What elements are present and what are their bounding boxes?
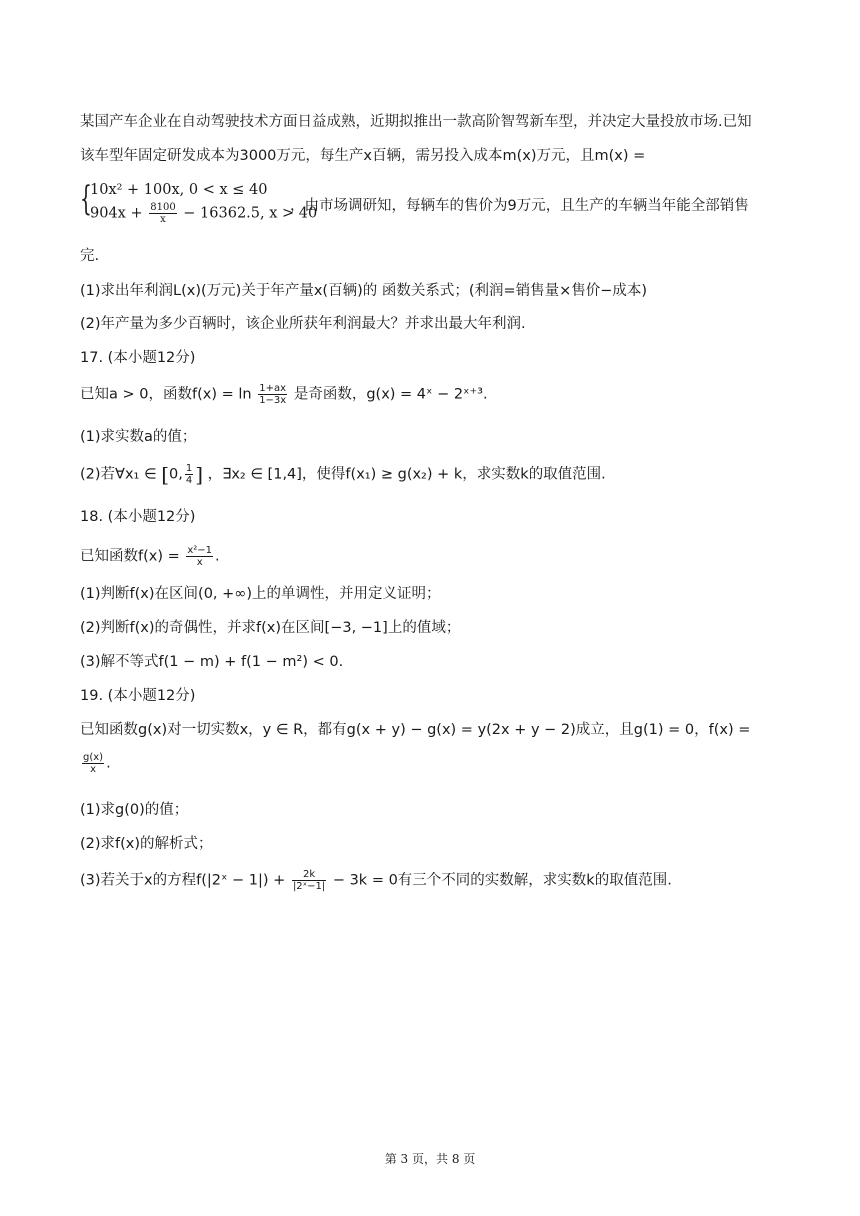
p19-q3-a: (3)若关于x的方程f(|2ˣ − 1|) + bbox=[80, 872, 286, 889]
p19-stem-end: . bbox=[106, 755, 111, 772]
fraction-numerator: 1 bbox=[185, 463, 193, 474]
p16-piece2-fraction bbox=[149, 202, 176, 225]
fraction-numerator: 8100 bbox=[150, 202, 176, 213]
p19-question-1: (1)求g(0)的值； bbox=[80, 802, 189, 818]
p17-question-1: (1)求实数a的值； bbox=[80, 429, 197, 445]
fraction-numerator: g(x) bbox=[83, 752, 104, 763]
p19-header: 19. (本小题12分) bbox=[80, 688, 196, 704]
p16-intro-line2: 该车型年固定研发成本为3000万元，每生产x百辆，需另投入成本m(x)万元，且m(x) = bbox=[80, 148, 646, 164]
p19-question-3 bbox=[80, 869, 790, 892]
p17-q2-fraction bbox=[185, 463, 193, 486]
fraction-denominator: x bbox=[196, 557, 203, 568]
p17-q2-a: (2)若∀x₁ ∈ bbox=[80, 466, 157, 483]
p18-stem-b: . bbox=[215, 548, 220, 565]
p16-piece2 bbox=[90, 202, 317, 225]
p17-q2-b: ，∃x₂ ∈ [1,4]，使得f(x₁) ≥ g(x₂) + k，求实数k的取值范围. bbox=[207, 466, 606, 483]
p19-stem-line2 bbox=[80, 752, 790, 775]
p16-intro-line1: 某国产车企业在自动驾驶技术方面日益成熟，近期拟推出一款高阶智驾新车型，并决定大量投放市场.已知 bbox=[80, 114, 752, 130]
fraction-denominator: 4 bbox=[185, 475, 193, 486]
p19-stem-line1: 已知函数g(x)对一切实数x，y ∈ R，都有g(x + y) − g(x) = y(2x + y − 2)成立，且g(1) = 0，f(x) = bbox=[80, 722, 751, 738]
p16-tail: 完. bbox=[80, 248, 100, 264]
p18-header: 18. (本小题12分) bbox=[80, 509, 196, 525]
fraction-numerator: 1+ax bbox=[259, 383, 287, 394]
p18-question-1: (1)判断f(x)在区间(0, +∞)上的单调性，并用定义证明； bbox=[80, 586, 441, 602]
p17-question-2 bbox=[80, 463, 790, 486]
p18-question-3: (3)解不等式f(1 − m) + f(1 − m²) < 0. bbox=[80, 654, 344, 670]
p17-stem-a: 已知a > 0，函数f(x) = ln bbox=[80, 386, 252, 403]
fraction-denominator: |2ˣ−1| bbox=[292, 881, 326, 892]
left-bracket: [ bbox=[161, 462, 170, 487]
fraction-numerator: 2k bbox=[292, 869, 326, 881]
fraction-numerator: x²−1 bbox=[187, 545, 213, 556]
fraction-denominator: 1−3x bbox=[259, 395, 287, 406]
p16-question-2: (2)年产量为多少百辆时，该企业所获年利润最大？并求出最大年利润. bbox=[80, 316, 526, 332]
p18-stem-a: 已知函数f(x) = bbox=[80, 548, 180, 565]
right-bracket: ] bbox=[195, 462, 204, 487]
p17-q2-interval-left: 0, bbox=[169, 466, 183, 483]
p16-piece1: 10x² + 100x, 0 < x ≤ 40 bbox=[90, 182, 268, 198]
p18-stem-fraction bbox=[186, 545, 213, 568]
p16-question-1: (1)求出年利润L(x)(万元)关于年产量x(百辆)的 函数关系式；(利润=销售量×售价−成本) bbox=[80, 283, 648, 299]
p16-piece2-a: 904x + bbox=[90, 205, 143, 222]
p17-stem-b: 是奇函数，g(x) = 4ˣ − 2ˣ⁺³. bbox=[293, 386, 488, 403]
left-brace: { bbox=[80, 179, 92, 219]
p16-piece-tail: ，由市场调研知，每辆车的售价为9万元，且生产的车辆当年能全部销售 bbox=[290, 198, 749, 214]
p18-stem bbox=[80, 545, 790, 568]
fraction-denominator: x bbox=[90, 764, 96, 775]
p16-piece2-b: − 16362.5, x > 40 bbox=[183, 205, 318, 222]
p17-stem bbox=[80, 383, 790, 406]
p19-question-2: (2)求f(x)的解析式； bbox=[80, 836, 213, 852]
p17-stem-fraction bbox=[258, 383, 287, 406]
p19-stem-fraction bbox=[82, 752, 104, 775]
page-footer: 第 3 页，共 8 页 bbox=[384, 1152, 476, 1166]
p18-question-2: (2)判断f(x)的奇偶性，并求f(x)在区间[−3, −1]上的值域； bbox=[80, 620, 461, 636]
p19-q3-fraction bbox=[292, 869, 326, 892]
p19-q3-b: − 3k = 0有三个不同的实数解，求实数k的取值范围. bbox=[332, 872, 672, 889]
fraction-denominator: x bbox=[160, 214, 166, 225]
p17-header: 17. (本小题12分) bbox=[80, 350, 196, 366]
